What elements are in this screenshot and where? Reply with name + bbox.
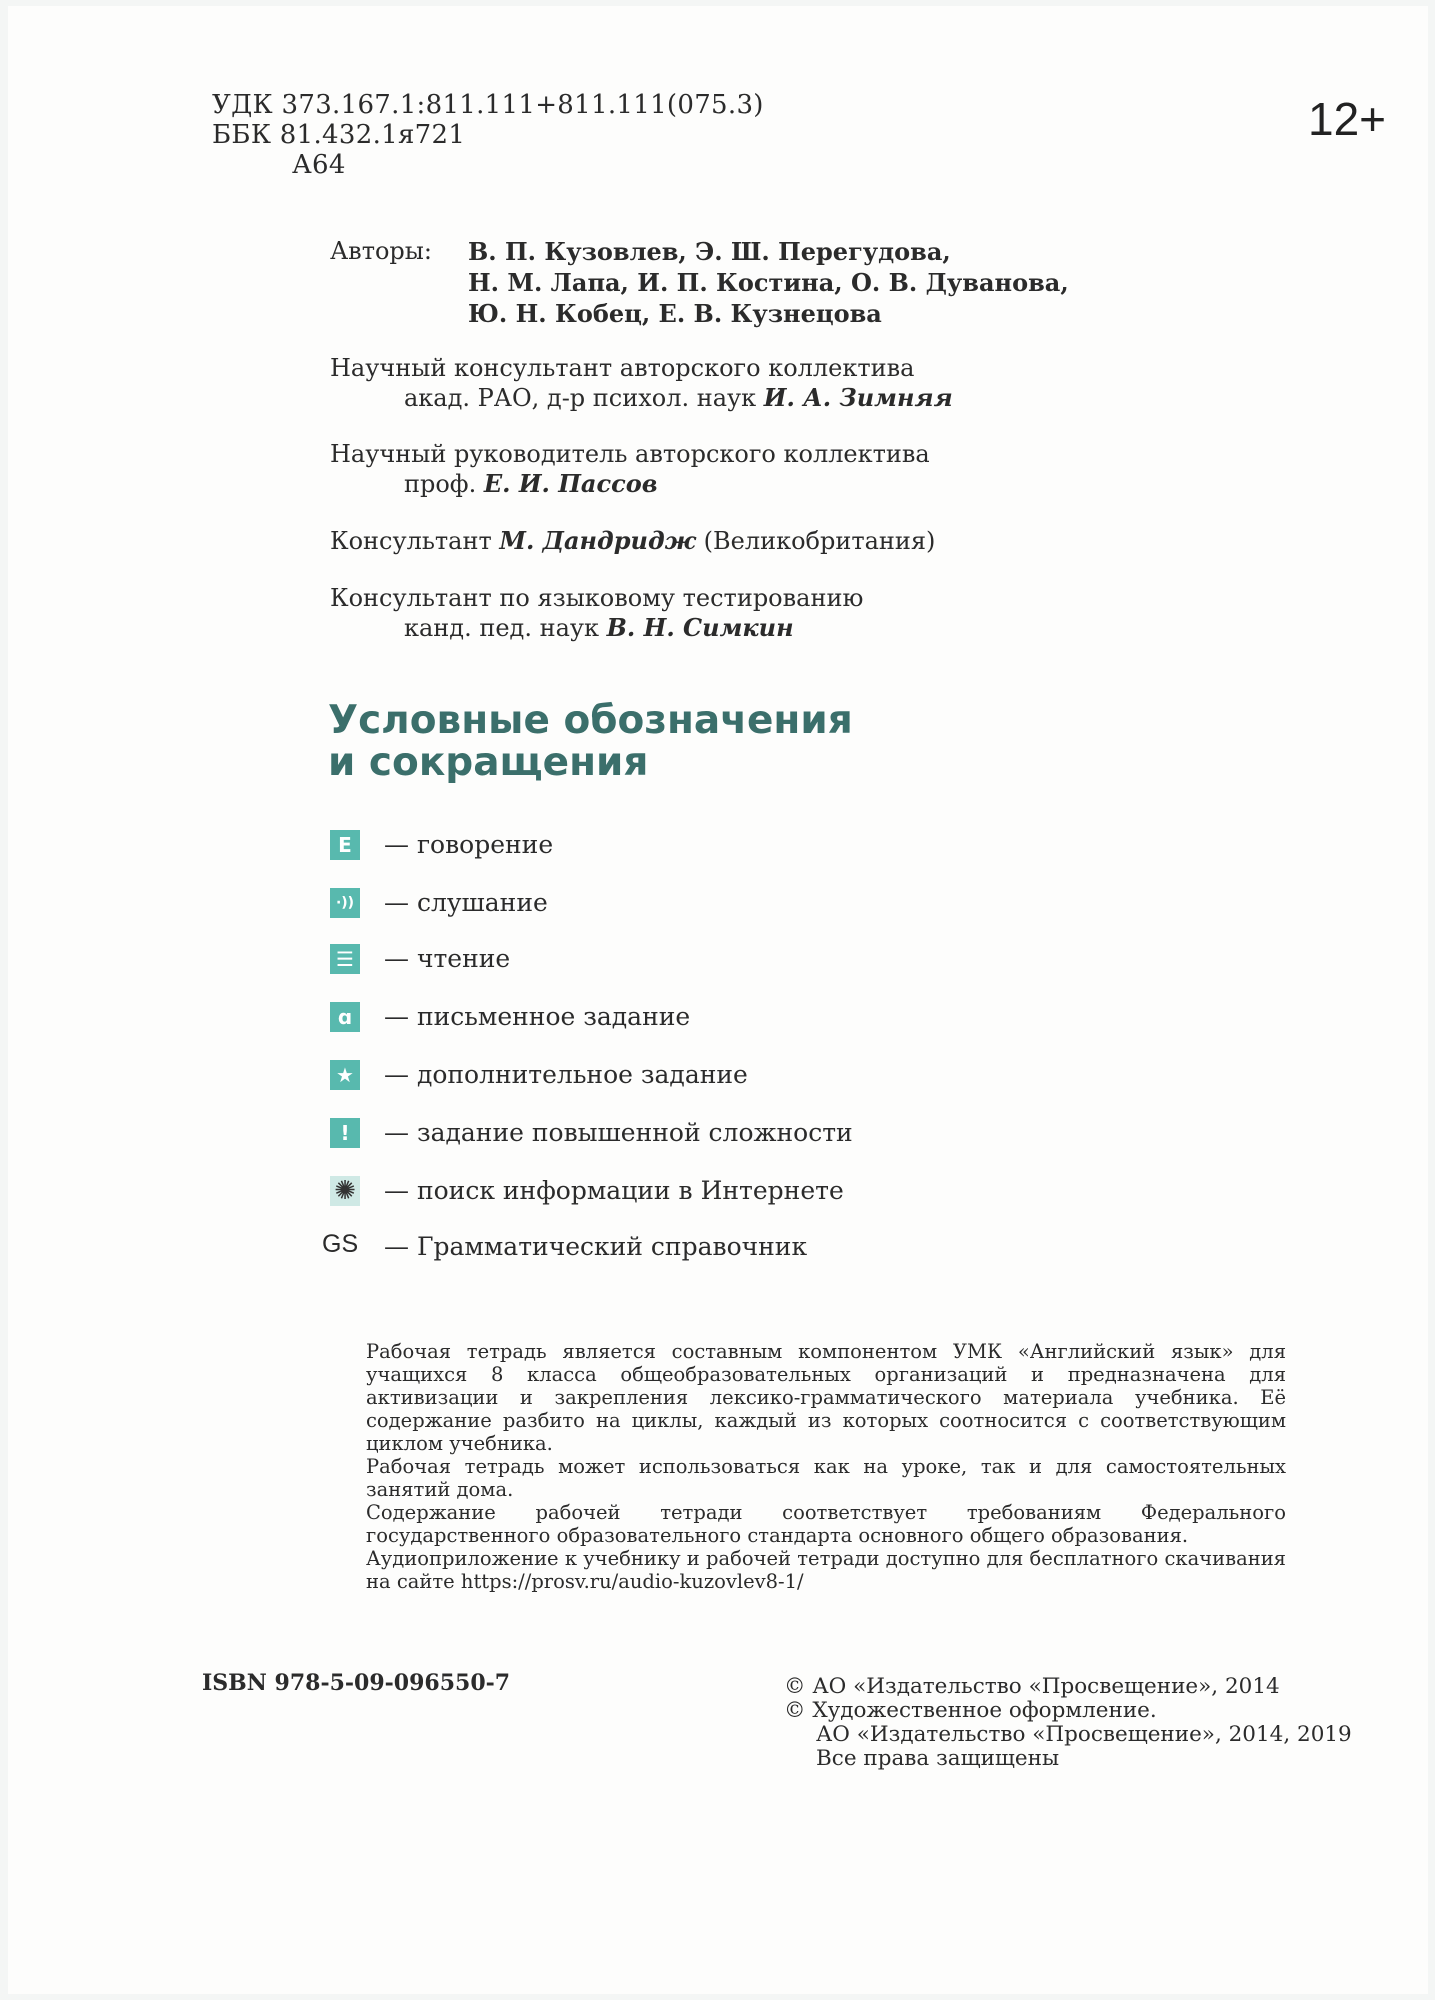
legend-text: — письменное задание — [384, 1002, 691, 1031]
consultant-degree: акад. РАО, д-р психол. наук — [404, 384, 764, 412]
bbk-code: ББК 81.432.1я721 — [212, 120, 466, 150]
star-icon: ★ — [330, 1060, 360, 1090]
description-paragraph: Аудиоприложение к учебнику и рабочей тетради доступно для бесплатного скачивания на сайте https://prosv.ru/audio-kuzovlev8-1/ — [366, 1547, 1286, 1593]
testing-consultant — [330, 584, 863, 643]
testing-consultant-name: В. Н. Симкин — [606, 613, 794, 642]
copyright-line: Все права защищены — [816, 1746, 1060, 1771]
supervisor-title: Научный руководитель авторского коллектива — [330, 440, 930, 468]
exclamation-icon: ! — [330, 1118, 360, 1148]
testing-consultant-degree: канд. пед. наук — [404, 614, 607, 642]
consultant-name-line — [330, 383, 953, 413]
testing-consultant-name-line — [330, 613, 863, 643]
legend-text: — чтение — [384, 944, 511, 973]
legend-text: — задание повышенной сложности — [384, 1118, 853, 1147]
legend-text: — говорение — [384, 830, 554, 859]
speaking-icon: E — [330, 830, 360, 860]
copyright-line: © Художественное оформление. — [784, 1698, 1157, 1723]
isbn: ISBN 978-5-09-096550-7 — [202, 1670, 511, 1696]
legend-heading — [328, 700, 853, 784]
supervisor-name: Е. И. Пассов — [483, 469, 658, 498]
language-consultant — [330, 526, 935, 556]
gs-label: GS — [322, 1230, 359, 1258]
web-icon: ✺ — [330, 1176, 360, 1206]
supervisor-name-line — [330, 469, 930, 499]
consultant-title: Научный консультант авторского коллектива — [330, 354, 915, 382]
reading-icon: ☰ — [330, 944, 360, 974]
legend-text: — Грамматический справочник — [384, 1232, 808, 1261]
age-rating: 12+ — [1308, 93, 1387, 145]
language-consultant-line — [330, 526, 935, 556]
copyright-line: АО «Издательство «Просвещение», 2014, 2019 — [816, 1722, 1352, 1747]
legend-text: — дополнительное задание — [384, 1060, 748, 1089]
testing-consultant-title: Консультант по языковому тестированию — [330, 584, 864, 612]
description-paragraph: Содержание рабочей тетради соответствует требованиям Федерального государственного образовательного стандарта основного общего образования. — [366, 1501, 1286, 1547]
copyright-line: © АО «Издательство «Просвещение», 2014 — [784, 1674, 1280, 1699]
language-consultant-country: (Великобритания) — [696, 527, 936, 555]
scientific-supervisor — [330, 440, 930, 499]
description — [366, 1340, 1286, 1593]
writing-icon: ɑ — [330, 1002, 360, 1032]
authors-line: Н. М. Лапа, И. П. Костина, О. В. Дуванова, — [468, 268, 1069, 297]
legend-text: — поиск информации в Интернете — [384, 1176, 844, 1205]
consultant-name: И. А. Зимняя — [763, 383, 953, 412]
legend-heading-line: и сокращения — [328, 740, 649, 785]
authors-label: Авторы: — [330, 237, 432, 265]
scientific-consultant — [330, 354, 953, 413]
language-consultant-name: М. Дандридж — [499, 526, 696, 555]
catalog-codes — [212, 90, 764, 180]
supervisor-degree: проф. — [404, 470, 484, 498]
copyright — [784, 1675, 1352, 1771]
author-mark: А64 — [292, 150, 346, 180]
legend-text: — слушание — [384, 888, 548, 917]
language-consultant-label: Консультант — [330, 527, 500, 555]
listening-icon: ·)) — [330, 888, 360, 918]
description-paragraph: Рабочая тетрадь может использоваться как на уроке, так и для самостоятельных занятий дома. — [366, 1455, 1286, 1501]
authors-line: Ю. Н. Кобец, Е. В. Кузнецова — [468, 299, 882, 328]
legend-heading-line: Условные обозначения — [328, 698, 853, 743]
authors-names — [468, 236, 1069, 329]
authors-line: В. П. Кузовлев, Э. Ш. Перегудова, — [468, 237, 951, 266]
description-paragraph: Рабочая тетрадь является составным компонентом УМК «Английский язык» для учащихся 8 класса общеобразовательных организаций и предназначена для активизации и закрепления лексико-грамматического материала учебника. Её содержание разбито на циклы, каждый из которых соотносится с соответствующим циклом учебника. — [366, 1340, 1286, 1455]
udk-code: УДК 373.167.1:811.111+811.111(075.3) — [212, 90, 764, 120]
